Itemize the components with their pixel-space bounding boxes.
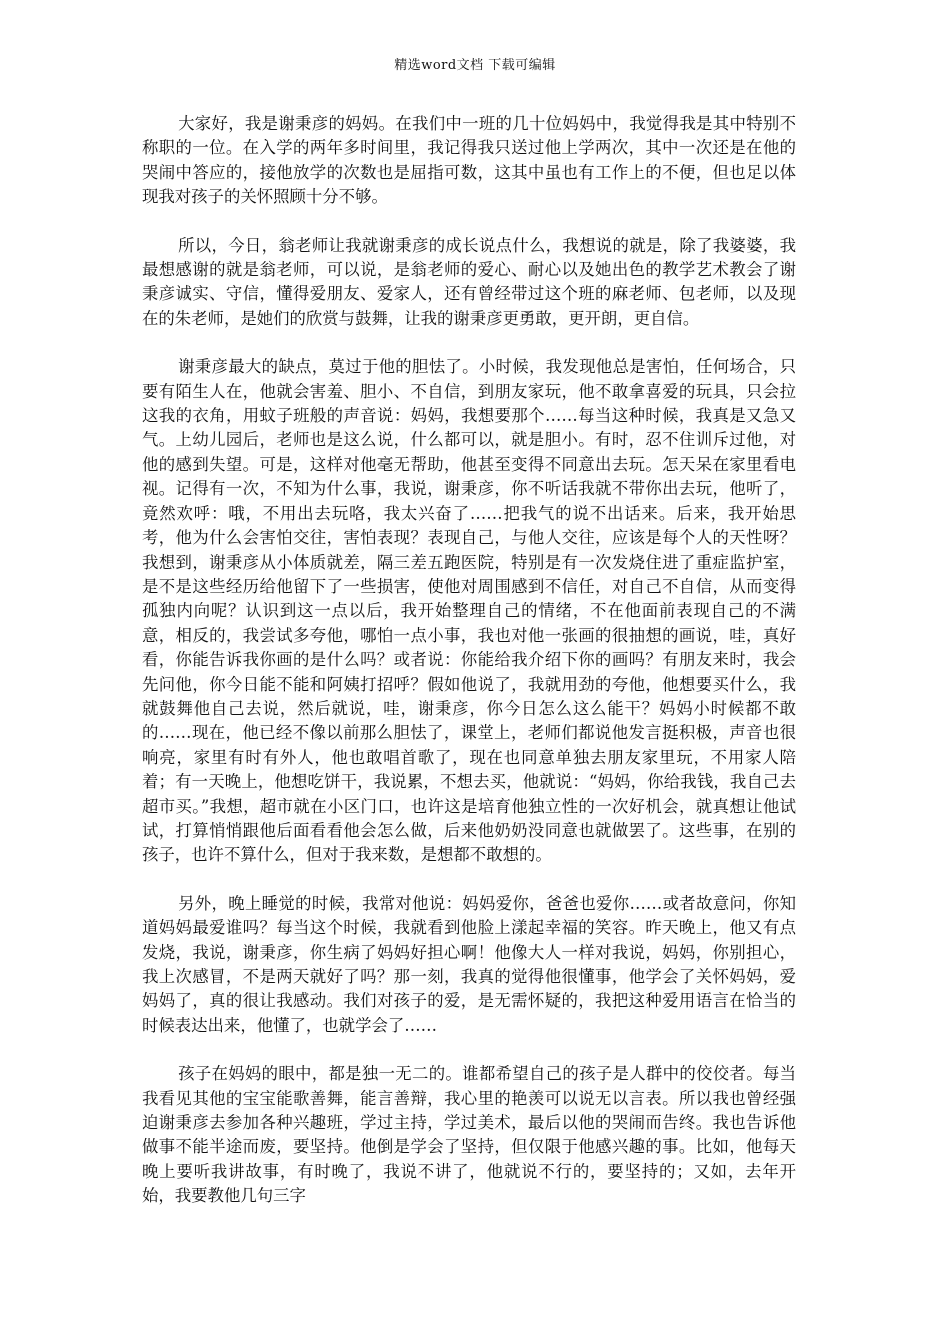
paragraph-5: 孩子在妈妈的眼中，都是独一无二的。谁都希望自己的孩子是人群中的佼佼者。每当我看见其他的宝宝能歌善舞，能言善辩，我心里的艳羡可以说无以言表。所以我也曾经强迫谢秉彦去参加各种兴趣班，学过主持，学过美术，最后以他的哭闹而告终。我也告诉他做事不能半途而废，要坚持。他倒是学会了坚持，但仅限于他感兴趣的事。比如，他每天晚上要听我讲故事，有时晚了，我说不讲了，他就说不行的，要坚持的；又如，去年开始，我要教他几句三字 <box>142 1064 796 1206</box>
paragraph-4: 另外，晚上睡觉的时候，我常对他说：妈妈爱你，爸爸也爱你……或者故意问，你知道妈妈最爱谁吗？每当这个时候，我就看到他脸上漾起幸福的笑容。昨天晚上，他又有点发烧，我说，谢秉彦，你生病了妈妈好担心啊！他像大人一样对我说，妈妈，你别担心，我上次感冒，不是两天就好了吗？那一刻，我真的觉得他很懂事，他学会了关怀妈妈，爱妈妈了，真的很让我感动。我们对孩子的爱，是无需怀疑的，我把这种爱用语言在恰当的时候表达出来，他懂了，也就学会了…… <box>142 893 796 1035</box>
page-header: 精选word文档 下载可编辑 <box>394 58 556 73</box>
paragraph-2: 所以，今日，翁老师让我就谢秉彦的成长说点什么，我想说的就是，除了我婆婆，我最想感谢的就是翁老师，可以说，是翁老师的爱心、耐心以及她出色的教学艺术教会了谢秉彦诚实、守信，懂得爱朋友、爱家人，还有曾经带过这个班的麻老师、包老师，以及现在的朱老师，是她们的欣赏与鼓舞，让我的谢秉彦更勇敢，更开朗，更自信。 <box>142 235 796 328</box>
paragraph-1: 大家好，我是谢秉彦的妈妈。在我们中一班的几十位妈妈中，我觉得我是其中特别不称职的一位。在入学的两年多时间里，我记得我只送过他上学两次，其中一次还是在他的哭闹中答应的，接他放学的次数也是屈指可数，这其中虽也有工作上的不便，但也足以体现我对孩子的关怀照顾十分不够。 <box>142 114 796 207</box>
document-body <box>142 112 796 1233</box>
paragraph-3: 谢秉彦最大的缺点，莫过于他的胆怯了。小时候，我发现他总是害怕，任何场合，只要有陌生人在，他就会害羞、胆小、不自信，到朋友家玩，他不敢拿喜爱的玩具，只会拉这我的衣角，用蚊子班般的声音说：妈妈，我想要那个……每当这种时候，我真是又急又气。上幼儿园后，老师也是这么说，什么都可以，就是胆小。有时，忍不住训斥过他，对他的感到失望。可是，这样对他毫无帮助，他甚至变得不同意出去玩。怎天呆在家里看电视。记得有一次，不知为什么事，我说，谢秉彦，你不听话我就不带你出去玩，他听了，竟然欢呼：哦，不用出去玩咯，我太兴奋了……把我气的说不出话来。后来，我开始思考，他为什么会害怕交往，害怕表现？表现自己，与他人交往，应该是每个人的天性呀？我想到，谢秉彦从小体质就差，隔三差五跑医院，特别是有一次发烧住进了重症监护室，是不是这些经历给他留下了一些损害，使他对周围感到不信任，对自己不自信，从而变得孤独内向呢？认识到这一点以后，我开始整理自己的情绪，不在他面前表现自己的不满意，相反的，我尝试多夸他，哪怕一点小事，我也对他一张画的很抽想的画说，哇，真好看，你能告诉我你画的是什么吗？或者说：你能给我介绍下你的画吗？有朋友来时，我会先问他，你今日能不能和阿姨打招呼？假如他说了，我就用劲的夸他，他想要买什么，我就鼓舞他自己去说，然后就说，哇，谢秉彦，你今日怎么这么能干？妈妈小时候都不敢的……现在，他已经不像以前那么胆怯了，课堂上，老师们都说他发言挺积极，声音也很响亮，家里有时有外人，他也敢唱首歌了，现在也同意单独去朋友家里玩，不用家人陪着；有一天晚上，他想吃饼干，我说累，不想去买，他就说：“妈妈，你给我钱，我自己去超市买。”我想，超市就在小区门口，也许这是培育他独立性的一次好机会，就真想让他试试，打算悄悄跟他后面看看他会怎么做，后来他奶奶没同意也就做罢了。这些事，在别的孩子，也许不算什么，但对于我来数，是想都不敢想的。 <box>142 357 796 865</box>
